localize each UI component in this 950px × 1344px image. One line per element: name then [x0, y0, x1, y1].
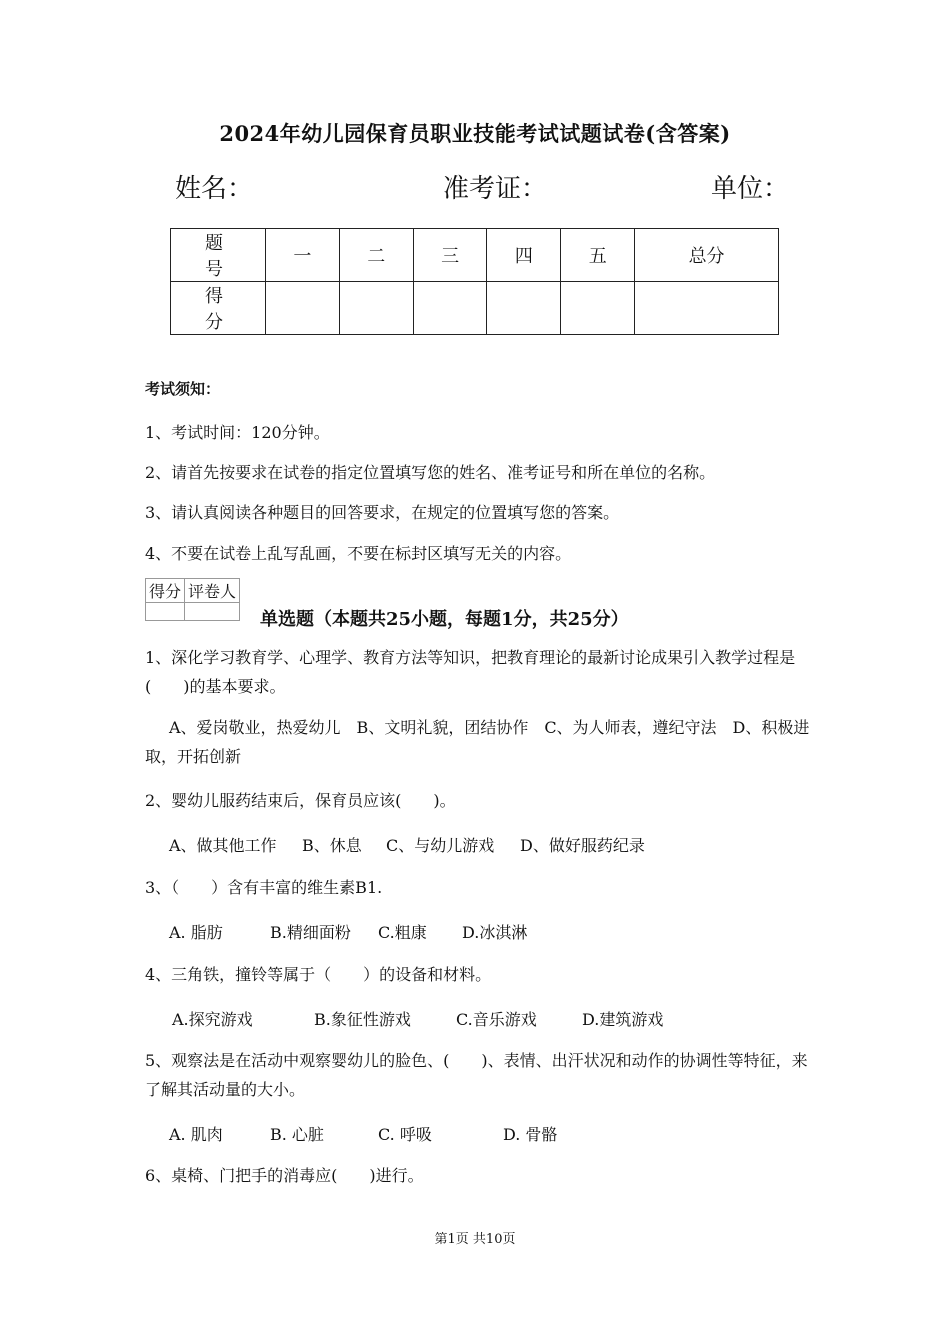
grader-table — [145, 578, 240, 621]
option-c: C、与幼儿游戏 — [386, 836, 495, 855]
notice-item: 1、考试时间：120分钟。 — [145, 423, 330, 442]
score-table-col-3: 三 — [413, 229, 487, 282]
question-stem: 4、三角铁，撞铃等属于（ ）的设备和材料。 — [145, 965, 492, 984]
option-b: B.精细面粉 — [270, 923, 351, 942]
score-table-header-row — [171, 229, 779, 282]
notice-item: 3、请认真阅读各种题目的回答要求，在规定的位置填写您的答案。 — [145, 503, 620, 522]
question-stem: 3、（ ）含有丰富的维生素B1. — [145, 878, 383, 897]
section-title: 单选题（本题共25小题，每题1分，共25分） — [260, 609, 629, 630]
unit-label: 单位： — [711, 174, 790, 204]
grader-score-cell[interactable] — [146, 603, 185, 621]
score-cell[interactable] — [635, 282, 779, 335]
document-title: 2024年幼儿园保育员职业技能考试试题试卷(含答案) — [219, 121, 731, 146]
notice-heading: 考试须知： — [145, 380, 221, 398]
grader-name-cell[interactable] — [185, 603, 240, 621]
score-table-col-1: 一 — [266, 229, 340, 282]
question-stem: 1、深化学习教育学、心理学、教育方法等知识，把教育理论的最新讨论成果引入教学过程是( )的基本要求。 — [145, 648, 796, 696]
option-a: A. 肌肉 — [169, 1125, 223, 1144]
score-cell[interactable] — [266, 282, 340, 335]
option-a: A. 脂肪 — [169, 923, 223, 942]
option-d: D. 骨骼 — [503, 1125, 558, 1144]
question-stem: 5、观察法是在活动中观察婴幼儿的脸色、( )、表情、出汗状况和动作的协调性等特征，来了解其活动量的大小。 — [145, 1051, 808, 1099]
option-c: C. 呼吸 — [378, 1125, 432, 1144]
question-stem: 6、桌椅、门把手的消毒应( )进行。 — [145, 1166, 424, 1185]
notice-item: 2、请首先按要求在试卷的指定位置填写您的姓名、准考证号和所在单位的名称。 — [145, 463, 716, 482]
option-a: A.探究游戏 — [172, 1010, 253, 1029]
option-b: B.象征性游戏 — [314, 1010, 411, 1029]
score-table-col-2: 二 — [339, 229, 413, 282]
notice-item: 4、不要在试卷上乱写乱画，不要在标封区填写无关的内容。 — [145, 544, 572, 563]
option-d: D.建筑游戏 — [582, 1010, 664, 1029]
grader-table-grader-label: 评卷人 — [185, 579, 240, 603]
option-a: A、做其他工作 — [169, 836, 277, 855]
question-stem: 2、婴幼儿服药结束后，保育员应该( )。 — [145, 791, 456, 810]
exam-id-label: 准考证： — [443, 174, 548, 204]
option-c: C.音乐游戏 — [456, 1010, 537, 1029]
score-cell[interactable] — [339, 282, 413, 335]
option-d: D、做好服药纪录 — [520, 836, 645, 855]
option-d: D.冰淇淋 — [462, 923, 528, 942]
grader-table-score-label: 得分 — [146, 579, 185, 603]
score-cell[interactable] — [487, 282, 561, 335]
option-b: B. 心脏 — [270, 1125, 324, 1144]
score-table-col-5: 五 — [561, 229, 635, 282]
score-table-col-total: 总分 — [635, 229, 779, 282]
option-b: B、休息 — [302, 836, 362, 855]
score-table-score-label: 得 分 — [171, 282, 266, 335]
score-cell[interactable] — [413, 282, 487, 335]
score-cell[interactable] — [561, 282, 635, 335]
name-label: 姓名： — [175, 174, 254, 204]
option-c: C.粗康 — [378, 923, 427, 942]
score-table-score-row — [171, 282, 779, 335]
page-footer: 第1页 共10页 — [434, 1232, 516, 1247]
score-table-header-label: 题 号 — [171, 229, 266, 282]
score-table — [170, 228, 779, 335]
score-table-col-4: 四 — [487, 229, 561, 282]
question-options: A、爱岗敬业，热爱幼儿 B、文明礼貌，团结协作 C、为人师表，遵纪守法 D、积极进取，开拓创新 — [145, 718, 810, 766]
